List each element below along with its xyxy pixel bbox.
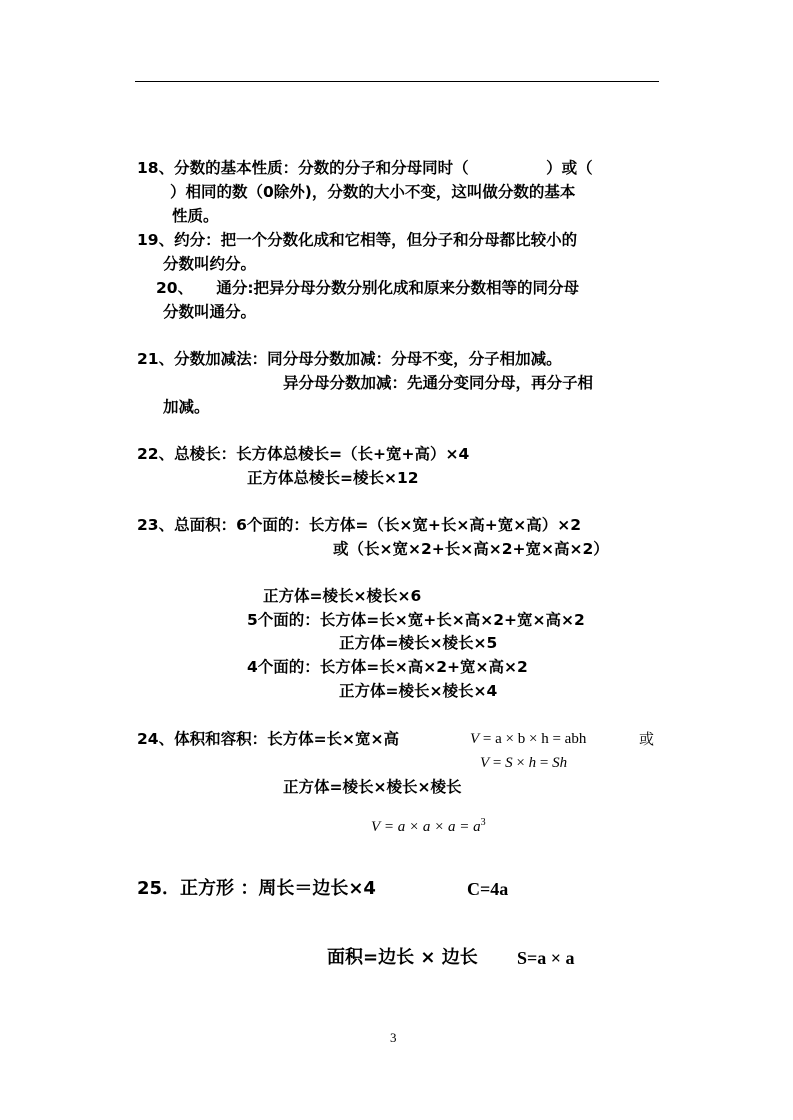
volume-formula-abh [470,729,586,749]
item-23-line5: 正方体=棱长×棱长×5 [339,634,498,652]
item-20-line2: 分数叫通分。 [163,303,257,321]
symbol-s: S [505,755,513,771]
item-19-line2: 分数叫约分。 [163,255,257,273]
symbol-h: h [528,755,537,771]
symbol-v: V [371,819,381,835]
cube-volume-formula [371,813,486,837]
item-24-line2: 正方体=棱长×棱长×棱长 [283,778,462,796]
equals-sign: = [492,755,502,771]
symbol-sh: Sh [552,755,568,771]
volume-formula-abh-rest: = a × b × h = abh [482,731,587,747]
item-19-line1: 19、约分：把一个分数化成和它相等，但分子和分母都比较小的 [137,231,578,249]
symbol-v: V [470,731,480,747]
item-21-line3: 加减。 [163,398,210,416]
item-18-line3: 性质。 [172,207,219,225]
item-23-line1: 23、总面积：6个面的：长方体=（长×宽+长×高+宽×高）×2 [137,516,582,534]
item-18-line2: ）相同的数（0除外)，分数的大小不变，这叫做分数的基本 [170,183,576,201]
item-21-line2: 异分母分数加减：先通分变同分母，再分子相 [283,374,594,392]
volume-formula-sh [480,753,567,773]
exponent: 3 [480,817,486,828]
symbol-v: V [480,755,490,771]
page-number: 3 [390,1030,397,1045]
item-20-line1: 20、 通分:把异分母分数分别化成和原来分数相等的同分母 [156,279,580,297]
item-23-line6: 4个面的：长方体=长×高×2+宽×高×2 [247,658,528,676]
or-word: 或 [639,730,655,748]
area-formula: S=a × a [517,948,575,968]
item-23-line7: 正方体=棱长×棱长×4 [339,682,498,700]
item-23-line4: 5个面的：长方体=长×宽+长×高×2+宽×高×2 [247,611,585,629]
perimeter-formula: C=4a [467,879,509,899]
item-25-line2: 面积=边长 × 边长 [327,947,478,968]
item-23-line2: 或（长×宽×2+长×高×2+宽×高×2） [333,540,609,558]
item-21-line1: 21、分数加减法：同分母分数加减：分母不变，分子相加减。 [137,350,562,368]
item-18-line1: 18、分数的基本性质：分数的分子和分母同时（ ）或（ [137,159,593,177]
times-sign: × [516,755,525,771]
equals-sign: = [539,755,549,771]
item-25-line1: 25．正方形 ：周长＝边长×4 [137,878,376,899]
header-rule [135,81,659,82]
item-24-line1: 24、体积和容积：长方体=长×宽×高 [137,730,400,748]
item-22-line1: 22、总棱长：长方体总棱长=（长+宽+高）×4 [137,445,470,463]
item-22-line2: 正方体总棱长=棱长×12 [247,469,419,487]
cube-volume-formula-rest: = a × a × a = a [383,819,481,835]
item-23-line3: 正方体=棱长×棱长×6 [263,587,422,605]
